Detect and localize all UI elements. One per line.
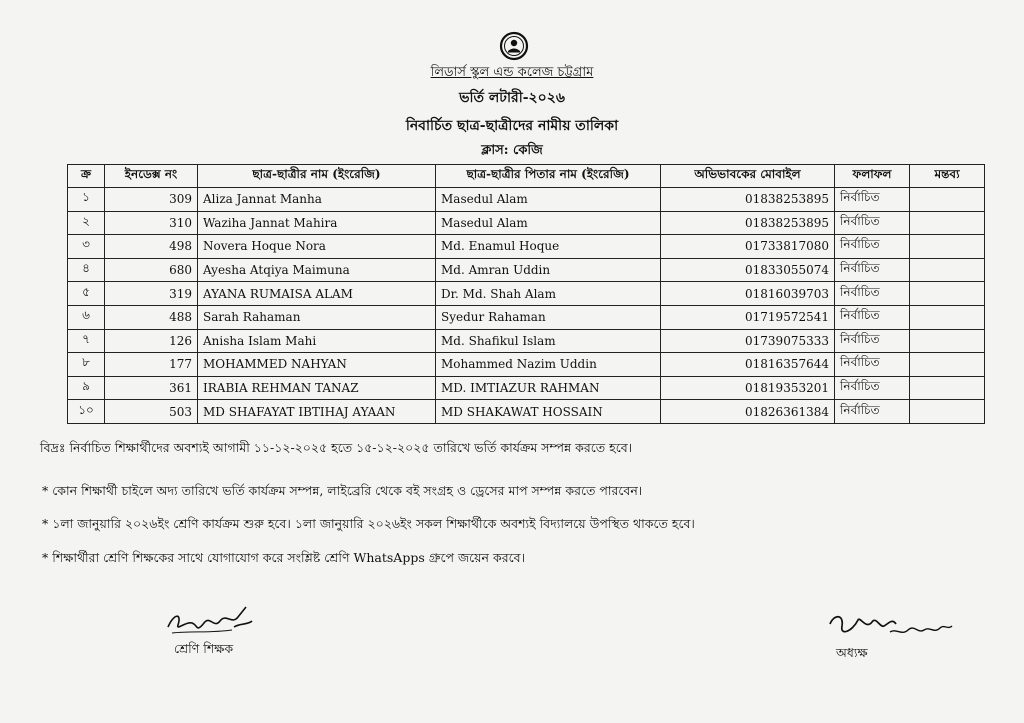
cell-result: নির্বাচিত xyxy=(835,258,910,282)
cell-father-name: Masedul Alam xyxy=(436,211,661,235)
cell-student-name: MOHAMMED NAHYAN xyxy=(198,353,436,377)
cell-index: 361 xyxy=(105,376,198,400)
school-name: লিডার্স স্কুল এন্ড কলেজ চট্টগ্রাম xyxy=(430,65,594,80)
cell-result: নির্বাচিত xyxy=(835,376,910,400)
cell-student-name: Sarah Rahaman xyxy=(198,305,436,329)
cell-mobile: 01838253895 xyxy=(661,188,835,212)
cell-remark xyxy=(910,400,985,424)
table-row xyxy=(68,211,985,235)
table-row xyxy=(68,258,985,282)
table-row xyxy=(68,353,985,377)
class-teacher-label: শ্রেণি শিক্ষক xyxy=(174,641,234,656)
cell-serial: ৪ xyxy=(68,258,105,282)
cell-serial: ৩ xyxy=(68,235,105,259)
cell-father-name: Syedur Rahaman xyxy=(436,305,661,329)
note-whatsapp-group: * শিক্ষার্থীরা শ্রেণি শিক্ষকের সাথে যোগাযোগ করে সংশ্লিষ্ট শ্রেণি WhatsApps গ্রুপে জয়েন করবে। xyxy=(42,550,526,565)
cell-student-name: AYANA RUMAISA ALAM xyxy=(198,282,436,306)
cell-student-name: Novera Hoque Nora xyxy=(198,235,436,259)
cell-index: 309 xyxy=(105,188,198,212)
cell-serial: ৬ xyxy=(68,305,105,329)
selected-students-table xyxy=(67,164,985,424)
note-same-day-admission: * কোন শিক্ষার্থী চাইলে অদ্য তারিখে ভর্তি কার্যক্রম সম্পন্ন, লাইব্রেরি থেকে বই সংগ্রহ ও ড্রেসের মাপ সম্পন্ন করতে পারবেন। xyxy=(42,483,643,498)
principal-signature xyxy=(826,610,956,650)
table-row xyxy=(68,282,985,306)
cell-mobile: 01816039703 xyxy=(661,282,835,306)
cell-remark xyxy=(910,353,985,377)
cell-serial: ১ xyxy=(68,188,105,212)
cell-remark xyxy=(910,305,985,329)
cell-result: নির্বাচিত xyxy=(835,305,910,329)
cell-student-name: Ayesha Atqiya Maimuna xyxy=(198,258,436,282)
table-row xyxy=(68,400,985,424)
cell-mobile: 01833055074 xyxy=(661,258,835,282)
cell-remark xyxy=(910,376,985,400)
table-row xyxy=(68,188,985,212)
cell-result: নির্বাচিত xyxy=(835,353,910,377)
cell-index: 177 xyxy=(105,353,198,377)
col-header-serial: ক্র xyxy=(68,165,105,188)
table-row xyxy=(68,305,985,329)
cell-index: 310 xyxy=(105,211,198,235)
cell-remark xyxy=(910,211,985,235)
cell-result: নির্বাচিত xyxy=(835,235,910,259)
cell-index: 503 xyxy=(105,400,198,424)
cell-serial: ৫ xyxy=(68,282,105,306)
col-header-remark: মন্তব্য xyxy=(910,165,985,188)
cell-student-name: Aliza Jannat Manha xyxy=(198,188,436,212)
cell-index: 680 xyxy=(105,258,198,282)
cell-father-name: Md. Shafikul Islam xyxy=(436,329,661,353)
cell-serial: ৮ xyxy=(68,353,105,377)
cell-mobile: 01826361384 xyxy=(661,400,835,424)
table-row xyxy=(68,235,985,259)
cell-mobile: 01819353201 xyxy=(661,376,835,400)
cell-student-name: IRABIA REHMAN TANAZ xyxy=(198,376,436,400)
cell-remark xyxy=(910,329,985,353)
cell-remark xyxy=(910,258,985,282)
cell-serial: ৭ xyxy=(68,329,105,353)
cell-father-name: Masedul Alam xyxy=(436,188,661,212)
class-teacher-signature xyxy=(162,603,257,641)
note-admission-dates: বিদ্রঃ নির্বাচিত শিক্ষার্থীদের অবশ্যই আগামী ১১-১২-২০২৫ হতে ১৫-১২-২০২৫ তারিখে ভর্তি কার্যক্রম সম্পন্ন করতে হবে। xyxy=(40,440,633,455)
note-class-start: * ১লা জানুয়ারি ২০২৬ইং শ্রেণি কার্যক্রম শুরু হবে। ১লা জানুয়ারি ২০২৬ইং সকল শিক্ষার্থীকে অবশ্যই বিদ্যালয়ে উপস্থিত থাকতে হবে। xyxy=(42,516,695,531)
col-header-mobile: অভিভাবকের মোবাইল xyxy=(661,165,835,188)
cell-student-name: MD SHAFAYAT IBTIHAJ AYAAN xyxy=(198,400,436,424)
cell-father-name: Md. Enamul Hoque xyxy=(436,235,661,259)
cell-student-name: Anisha Islam Mahi xyxy=(198,329,436,353)
cell-result: নির্বাচিত xyxy=(835,329,910,353)
cell-mobile: 01816357644 xyxy=(661,353,835,377)
cell-remark xyxy=(910,282,985,306)
cell-index: 126 xyxy=(105,329,198,353)
lottery-title: ভর্তি লটারী-২০২৬ xyxy=(459,90,565,106)
cell-index: 319 xyxy=(105,282,198,306)
cell-father-name: MD. IMTIAZUR RAHMAN xyxy=(436,376,661,400)
school-logo-icon xyxy=(499,31,529,61)
cell-serial: ১০ xyxy=(68,400,105,424)
table-row xyxy=(68,329,985,353)
table-header-row xyxy=(68,165,985,188)
cell-remark xyxy=(910,188,985,212)
class-label: ক্লাস: কেজি xyxy=(481,143,543,158)
principal-label: অধ্যক্ষ xyxy=(836,645,868,660)
table-row xyxy=(68,376,985,400)
cell-remark xyxy=(910,235,985,259)
cell-index: 498 xyxy=(105,235,198,259)
cell-result: নির্বাচিত xyxy=(835,188,910,212)
col-header-father-name: ছাত্র-ছাত্রীর পিতার নাম (ইংরেজি) xyxy=(436,165,661,188)
cell-father-name: Dr. Md. Shah Alam xyxy=(436,282,661,306)
cell-index: 488 xyxy=(105,305,198,329)
cell-mobile: 01739075333 xyxy=(661,329,835,353)
cell-mobile: 01719572541 xyxy=(661,305,835,329)
col-header-index: ইনডেক্স নং xyxy=(105,165,198,188)
col-header-result: ফলাফল xyxy=(835,165,910,188)
col-header-student-name: ছাত্র-ছাত্রীর নাম (ইংরেজি) xyxy=(198,165,436,188)
list-title: নিবার্চিত ছাত্র-ছাত্রীদের নামীয় তালিকা xyxy=(405,118,619,134)
cell-mobile: 01733817080 xyxy=(661,235,835,259)
cell-father-name: Md. Amran Uddin xyxy=(436,258,661,282)
cell-father-name: Mohammed Nazim Uddin xyxy=(436,353,661,377)
cell-result: নির্বাচিত xyxy=(835,400,910,424)
cell-result: নির্বাচিত xyxy=(835,282,910,306)
cell-serial: ২ xyxy=(68,211,105,235)
cell-result: নির্বাচিত xyxy=(835,211,910,235)
cell-serial: ৯ xyxy=(68,376,105,400)
cell-mobile: 01838253895 xyxy=(661,211,835,235)
cell-father-name: MD SHAKAWAT HOSSAIN xyxy=(436,400,661,424)
cell-student-name: Waziha Jannat Mahira xyxy=(198,211,436,235)
